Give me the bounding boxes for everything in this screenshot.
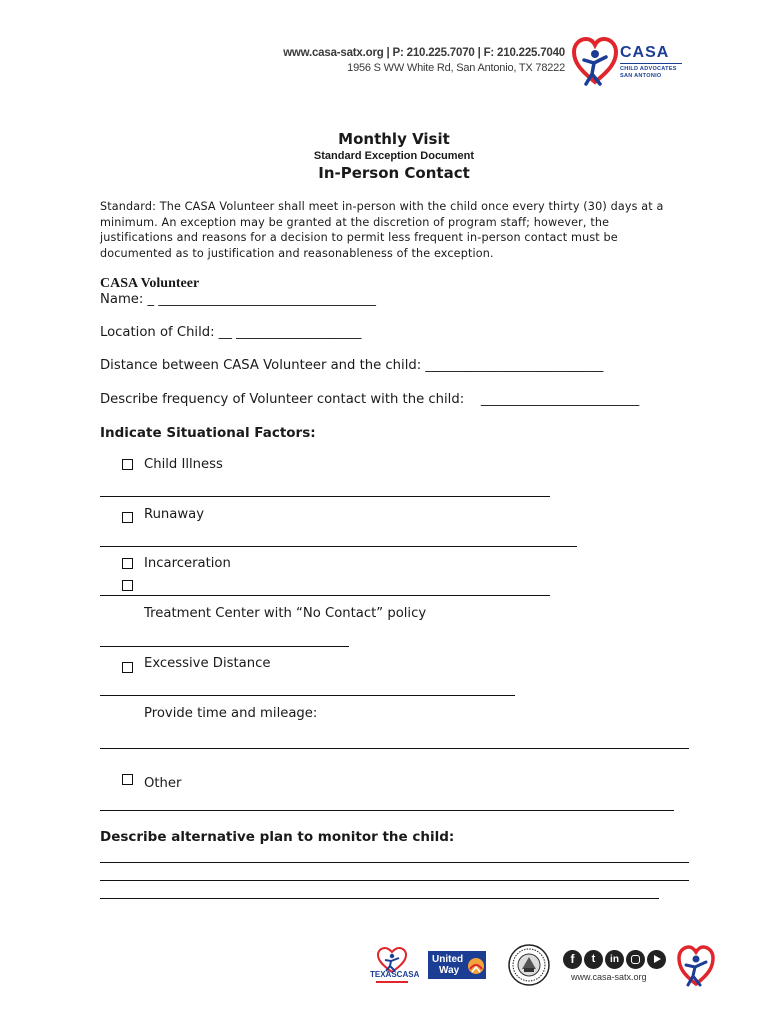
- united-way-logo: [428, 951, 486, 979]
- excessive-distance-checkbox[interactable]: [122, 662, 133, 673]
- casa-footer-heart-icon: [677, 944, 715, 988]
- standard-paragraph: Standard: The CASA Volunteer shall meet in-person with the child once every thirty (30) days at a minimum. An exception may be granted at the discretion of program staff; however, the justifications and reasons for a decision to permit less frequent in-person contact must be documented as to justification and reasonableness of the exception.: [100, 200, 664, 260]
- treatment-center-label: Treatment Center with “No Contact” policy: [144, 606, 427, 621]
- treatment-center-line[interactable]: [100, 646, 349, 647]
- incarceration-checkbox[interactable]: [122, 558, 133, 569]
- alternative-line-2[interactable]: [100, 880, 689, 881]
- casa-heart-icon: [572, 36, 618, 88]
- contact-line: www.casa-satx.org | P: 210.225.7070 | F: 210.225.7040: [283, 47, 565, 59]
- header-contact: [250, 47, 565, 74]
- runaway-label: Runaway: [144, 507, 205, 522]
- logo-word: CASA: [620, 44, 670, 61]
- linkedin-icon[interactable]: in: [605, 950, 624, 969]
- other-line[interactable]: [100, 810, 674, 811]
- united-way-text-2: Way: [439, 965, 460, 976]
- document-subtitle: Standard Exception Document: [313, 150, 475, 162]
- alternative-line-1[interactable]: [100, 862, 689, 863]
- volunteer-label: CASA Volunteer: [100, 276, 200, 291]
- incarceration-label: Incarceration: [144, 556, 231, 571]
- child-illness-label: Child Illness: [144, 457, 223, 472]
- logo-rule: [620, 63, 682, 64]
- casa-footer-logo: [677, 944, 715, 988]
- name-field[interactable]: Name: _ _________________________________: [100, 292, 376, 307]
- time-mileage-line[interactable]: [100, 748, 689, 749]
- texas-casa-logo: [370, 946, 420, 986]
- excessive-distance-label: Excessive Distance: [144, 656, 271, 671]
- instagram-icon[interactable]: [626, 950, 645, 969]
- alternative-plan-heading: Describe alternative plan to monitor the child:: [100, 829, 455, 845]
- united-way-text-1: United: [432, 954, 464, 965]
- youtube-icon[interactable]: [647, 950, 666, 969]
- social-url[interactable]: www.casa-satx.org: [571, 972, 647, 982]
- twitter-icon[interactable]: t: [584, 950, 603, 969]
- incarceration-line[interactable]: [100, 595, 550, 596]
- alternative-line-3[interactable]: [100, 898, 659, 899]
- logo-sub-line1: CHILD ADVOCATES: [620, 66, 677, 72]
- runaway-line[interactable]: [100, 546, 577, 547]
- social-links: [563, 950, 667, 986]
- logo-subtitle: [620, 66, 677, 80]
- document-title-2: In-Person Contact: [318, 164, 470, 182]
- texas-casa-rule: [376, 981, 408, 983]
- blank-option-checkbox[interactable]: [122, 580, 133, 591]
- city-seal-logo: [508, 944, 550, 986]
- frequency-field[interactable]: Describe frequency of Volunteer contact with the child: ________________________: [100, 392, 640, 407]
- address-line: 1956 S WW White Rd, San Antonio, TX 78222: [347, 62, 565, 74]
- facebook-icon[interactable]: f: [563, 950, 582, 969]
- other-label: Other: [144, 776, 182, 791]
- child-illness-line[interactable]: [100, 496, 550, 497]
- child-illness-checkbox[interactable]: [122, 459, 133, 470]
- distance-field[interactable]: Distance between CASA Volunteer and the child: ___________________________: [100, 358, 604, 373]
- time-mileage-label: Provide time and mileage:: [144, 706, 318, 721]
- document-title: Monthly Visit: [338, 130, 450, 148]
- other-checkbox[interactable]: [122, 774, 133, 785]
- casa-logo: [572, 36, 687, 91]
- excessive-distance-line[interactable]: [100, 695, 515, 696]
- situational-heading: Indicate Situational Factors:: [100, 425, 316, 441]
- texas-casa-text: TEXASCASA: [370, 970, 420, 979]
- runaway-checkbox[interactable]: [122, 512, 133, 523]
- location-field[interactable]: Location of Child: __ ___________________: [100, 325, 362, 340]
- city-seal-icon: [508, 944, 550, 986]
- united-way-hand-icon: [467, 955, 485, 977]
- logo-sub-line2: SAN ANTONIO: [620, 73, 662, 79]
